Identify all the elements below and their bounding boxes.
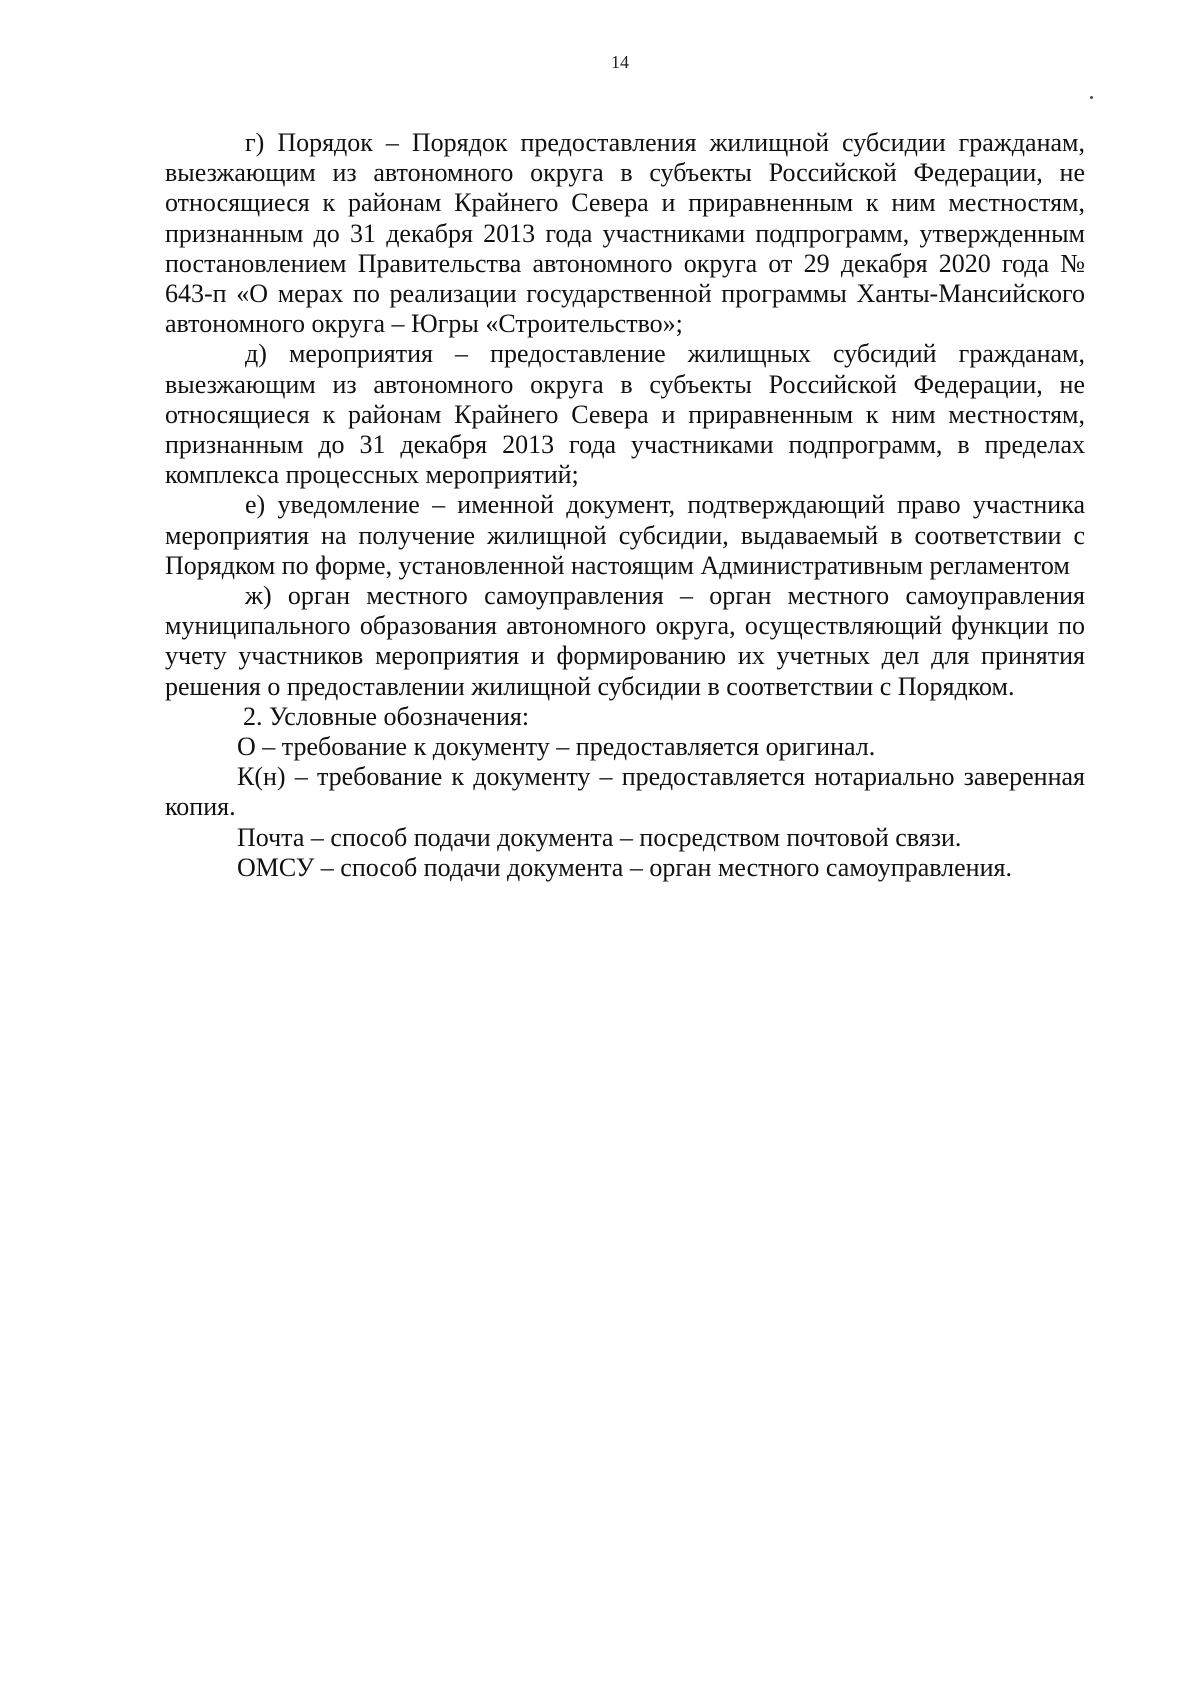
paragraph-zh-organ: ж) орган местного самоуправления – орган местного самоуправления муниципального образования автономного округа, осуществляющий функции по учету участников мероприятия и формированию их учетных дел для принятия решения о предоставлении жилищной субсидии в соответствии с Порядком. bbox=[165, 581, 1085, 701]
legend-heading: 2. Условные обозначения: bbox=[243, 701, 530, 731]
page-number: 14 bbox=[611, 52, 629, 72]
paragraph-g-poryadok: г) Порядок – Порядок предоставления жилищной субсидии гражданам, выезжающим из автономного округа в субъекты Российской Федерации, не относящиеся к районам Крайнего Севера и приравненным к ним местностям, признанным до 31 декабря 2013 года участниками подпрограмм, утвержденным постановлением Правительства автономного округа от 29 декабря 2020 года № 643-п «О мерах по реализации государственной программы Ханты-Мансийского автономного округа – Югры «Строительство»; bbox=[165, 128, 1085, 339]
legend-item-omsu: ОМСУ – способ подачи документа – орган местного самоуправления. bbox=[237, 852, 1012, 882]
legend-item-notarized-copy: К(н) – требование к документу – предоставляется нотариально заверенная копия. bbox=[165, 762, 1085, 822]
legend-item-mail: Почта – способ подачи документа – посредством почтовой связи. bbox=[237, 822, 962, 852]
scan-speck bbox=[1090, 96, 1093, 99]
paragraph-e-uvedomlenie: е) уведомление – именной документ, подтверждающий право участника мероприятия на получение жилищной субсидии, выдаваемый в соответствии с Порядком по форме, установленной настоящим Административным регламентом bbox=[165, 490, 1085, 580]
document-body bbox=[165, 128, 1085, 883]
paragraph-d-meropriyatiya: д) мероприятия – предоставление жилищных субсидий гражданам, выезжающим из автономного округа в субъекты Российской Федерации, не относящиеся к районам Крайнего Севера и приравненным к ним местностям, признанным до 31 декабря 2013 года участниками подпрограмм, в пределах комплекса процессных мероприятий; bbox=[165, 339, 1085, 490]
legend-item-original: О – требование к документу – предоставляется оригинал. bbox=[237, 732, 876, 762]
